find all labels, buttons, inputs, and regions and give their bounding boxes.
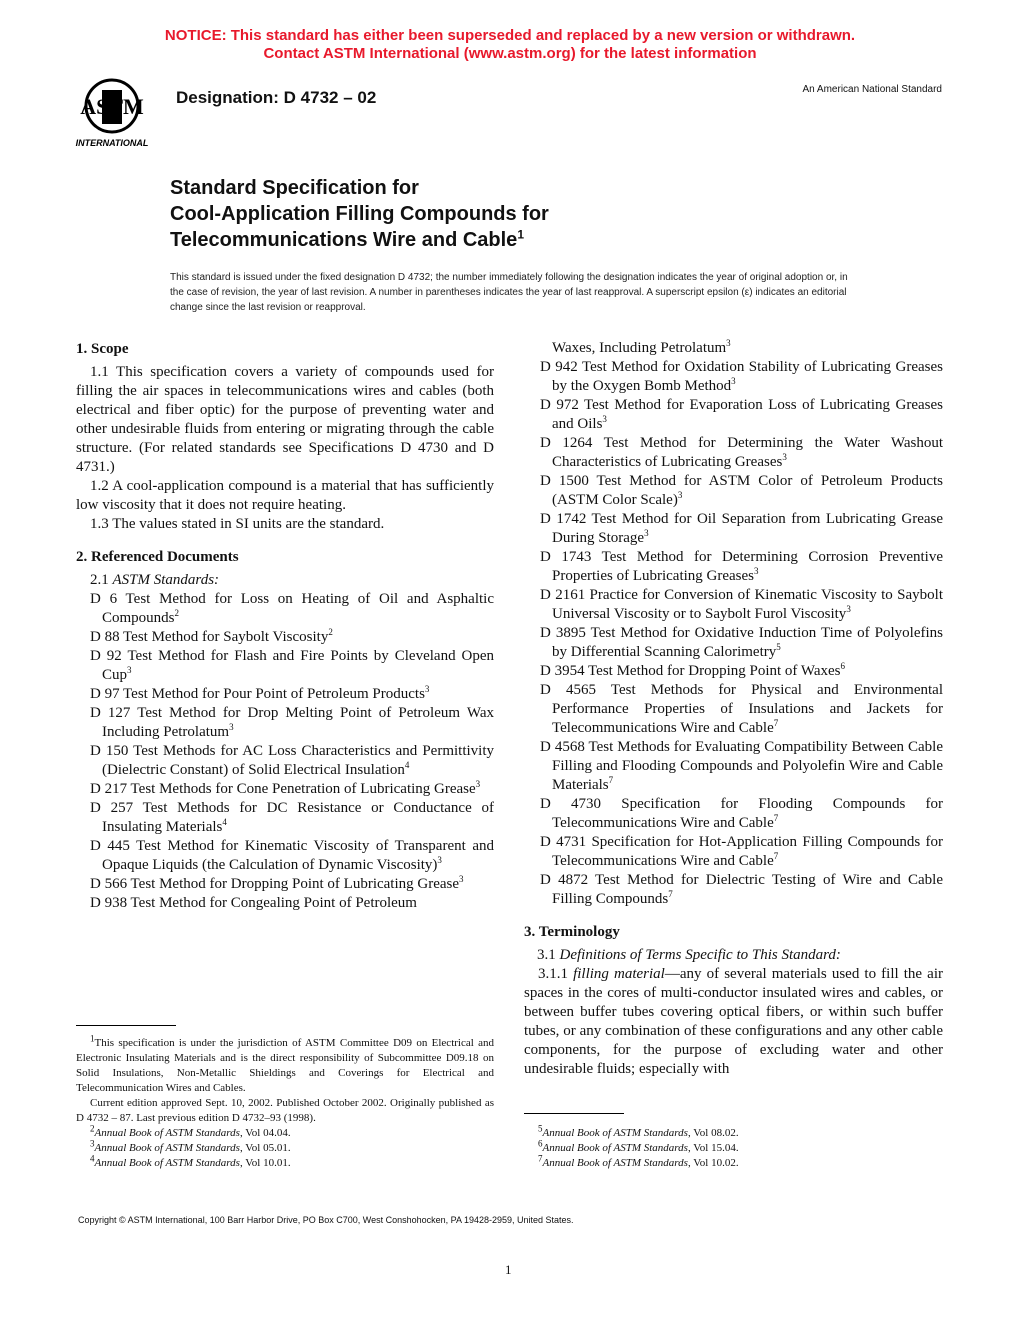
copyright: Copyright © ASTM International, 100 Barr Harbor Drive, PO Box C700, West Conshohocken, PA 19428-2959, United States. [78,1215,574,1225]
book-footnote: $^5$Annual Book of ASTM Standards, Vol 08.02. [538,1123,739,1139]
footnote-rule-left [76,1025,176,1026]
reference-footnote-mark: 3 [782,452,787,462]
title-line-2: Cool-Application Filling Compounds for [170,203,549,225]
reference-footnote-mark: 3 [677,490,683,500]
terminology-3-1-1: 3.1.1 filling material—any of several materials used to fill the air spaces in the cores of multi-conductor insulated wires and cables, or between buffer tubes covering optical fibers, or within such buffer tubes, or any combination of these configurations and any other cable components, for the purpose of excluding water and other undesirable fluids; especially with [524,966,943,1077]
left-column [76,340,494,913]
book-footnote: $^3$Annual Book of ASTM Standards, Vol 05.01. [90,1138,291,1154]
reference-footnote-mark: 3 [424,684,430,694]
reference-footnote-mark: 3 [754,566,759,576]
reference-footnote-mark: 3 [229,722,234,732]
terminology-3-1: 3.1 Definitions of Terms Specific to This Standard: [537,947,841,963]
logo-subtext: INTERNATIONAL [75,138,149,148]
reference-footnote-mark: 3 [127,665,132,675]
reference-item: D 3954 Test Method for Dropping Point of Waxes$^6$ [540,661,845,679]
reference-item: D 257 Test Methods for DC Resistance or Conductance of Insulating Materials$^4$ [90,800,494,835]
footnote-rule-right [524,1113,624,1114]
reference-footnote-mark: 7 [668,889,673,899]
reference-footnote-mark: 3 [644,528,649,538]
astm-logo [66,72,162,150]
reference-footnote-mark: 7 [608,775,614,785]
reference-footnote-mark: 5 [776,642,781,652]
reference-footnote-mark: 2 [174,608,180,618]
right-column [524,338,943,1079]
reference-item: D 88 Test Method for Saybolt Viscosity$^2$ [90,627,333,645]
title-footnote-mark: 1 [517,227,524,242]
reference-item: D 445 Test Method for Kinematic Viscosity of Transparent and Opaque Liquids (the Calculation of Dynamic Viscosity)$^3$ [90,838,494,873]
reference-item: D 566 Test Method for Dropping Point of Lubricating Grease$^3$ [90,874,464,892]
reference-item: D 4565 Test Methods for Physical and Environmental Performance Properties of Insulations and Jackets for Telecommunications Wire and Cable$^7$ [540,682,943,736]
reference-item: D 4731 Specification for Hot-Application Filling Compounds for Telecommunications Wire and Cable$^7$ [540,834,943,869]
reference-item: D 150 Test Methods for AC Loss Characteristics and Permittivity (Dielectric Constant) of Solid Electrical Insulation$^4$ [90,743,494,778]
footnotes-left [76,1033,494,1171]
footnotes-right [524,1123,942,1171]
reference-item: D 1500 Test Method for ASTM Color of Petroleum Products (ASTM Color Scale)$^3$ [540,473,943,508]
book-footnote: $^4$Annual Book of ASTM Standards, Vol 10.01. [90,1153,291,1169]
document-title [170,175,549,253]
references-heading: 2. Referenced Documents [76,549,239,565]
reference-footnote-mark: 3 [726,338,731,348]
reference-item: D 1264 Test Method for Determining the Water Washout Characteristics of Lubricating Greases$^3$ [540,435,943,470]
reference-item: D 972 Test Method for Evaporation Loss of Lubricating Greases and Oils$^3$ [540,397,943,432]
footnote: Current edition approved Sept. 10, 2002. Published October 2002. Originally published as D 4732 – 87. Last previous edition D 4732–93 (1998). [76,1097,494,1124]
reference-item: D 97 Test Method for Pour Point of Petroleum Products$^3$ [90,684,430,702]
reference-footnote-mark: 3 [602,414,607,424]
title-line-3: Telecommunications Wire and Cable$^1$ [170,227,524,251]
left-reference-list [76,590,494,913]
reference-item: D 6 Test Method for Loss on Heating of Oil and Asphaltic Compounds$^2$ [90,591,494,626]
reference-item: Waxes, Including Petrolatum$^3$ [552,338,731,356]
reference-footnote-mark: 6 [840,661,845,671]
page-number: 1 [505,1262,512,1277]
book-footnote: $^6$Annual Book of ASTM Standards, Vol 15.04. [538,1138,739,1154]
reference-item: D 4872 Test Method for Dielectric Testing of Wire and Cable Filling Compounds$^7$ [540,872,943,907]
designation: Designation: D 4732 – 02 [176,88,377,107]
issued-note: This standard is issued under the fixed designation D 4732; the number immediately following the designation indicates the year of original adoption or, in the case of revision, the year of last revision. A number in parentheses indicates the year of last reapproval. A superscript epsilon (ε) indicates an editorial change since the last revision or reapproval. [170,272,848,313]
reference-item: D 2161 Practice for Conversion of Kinematic Viscosity to Saybolt Universal Viscosity or to Saybolt Furol Viscosity$^3$ [540,587,943,622]
reference-item: D 942 Test Method for Oxidation Stability of Lubricating Greases by the Oxygen Bomb Method$^3$ [540,359,943,394]
book-footnote: $^7$Annual Book of ASTM Standards, Vol 10.02. [538,1153,739,1169]
reference-footnote-mark: 2 [328,627,333,637]
reference-item: D 4730 Specification for Flooding Compounds for Telecommunications Wire and Cable$^7$ [540,796,943,831]
american-national-standard: An American National Standard [802,84,942,95]
scope-1-2: 1.2 A cool-application compound is a material that has sufficiently low viscosity that it does not require heating. [76,478,494,513]
notice-banner [0,27,1020,63]
scope-1-3: 1.3 The values stated in SI units are the standard. [90,516,385,532]
reference-item: D 1743 Test Method for Determining Corrosion Preventive Properties of Lubricating Greases$^3$ [540,549,943,584]
logo-text: ASTM [80,94,144,119]
reference-footnote-mark: 7 [773,813,779,823]
footnote: $^1$This specification is under the jurisdiction of ASTM Committee D09 on Electrical and Electronic Insulating Materials and is the direct responsibility of Subcommittee D09.18 on Solid Insulations, Non-Metallic Shieldings and Coverings for Electrical and Telecommunication Wires and Cables. [76,1033,494,1094]
reference-footnote-mark: 3 [475,779,481,789]
scope-heading: 1. Scope [76,341,129,357]
terminology-heading: 3. Terminology [524,924,620,940]
reference-footnote-mark: 7 [773,718,779,728]
book-footnote: $^2$Annual Book of ASTM Standards, Vol 04.04. [90,1123,291,1139]
notice-line-1: NOTICE: This standard has either been superseded and replaced by a new version or withdrawn. [164,27,856,44]
scope-1-1: 1.1 This specification covers a variety of compounds used for filling the air spaces in telecommunications wires and cables (both electrical and fiber optic) for the purpose of preventing water and other undesirable fluids from entering or migrating through the cable structure. (For related standards see Specifications D 4730 and D 4731.) [76,364,494,475]
reference-footnote-mark: 3 [437,855,442,865]
reference-footnote-mark: 4 [404,760,410,770]
reference-item: D 92 Test Method for Flash and Fire Points by Cleveland Open Cup$^3$ [90,648,494,683]
reference-footnote-mark: 3 [459,874,464,884]
reference-footnote-mark: 7 [773,851,779,861]
reference-item: D 127 Test Method for Drop Melting Point of Petroleum Wax Including Petrolatum$^3$ [90,705,494,740]
reference-item: D 3895 Test Method for Oxidative Induction Time of Polyolefins by Differential Scanning Calorimetry$^5$ [540,625,943,660]
reference-item: D 1742 Test Method for Oil Separation from Lubricating Grease During Storage$^3$ [540,511,943,546]
astm-standards-subheading: 2.1 ASTM Standards: [90,572,220,588]
right-reference-list [540,339,943,909]
notice-line-2: Contact ASTM International (www.astm.org) for the latest information [263,45,757,62]
reference-footnote-mark: 3 [846,604,851,614]
reference-footnote-mark: 4 [222,817,227,827]
reference-footnote-mark: 3 [731,376,736,386]
reference-item: D 217 Test Methods for Cone Penetration of Lubricating Grease$^3$ [90,779,481,797]
reference-item: D 938 Test Method for Congealing Point of Petroleum [90,895,417,911]
title-line-1: Standard Specification for [170,177,419,199]
reference-item: D 4568 Test Methods for Evaluating Compatibility Between Cable Filling and Flooding Compounds and Polyolefin Wire and Cable Materials$^7$ [540,739,943,793]
